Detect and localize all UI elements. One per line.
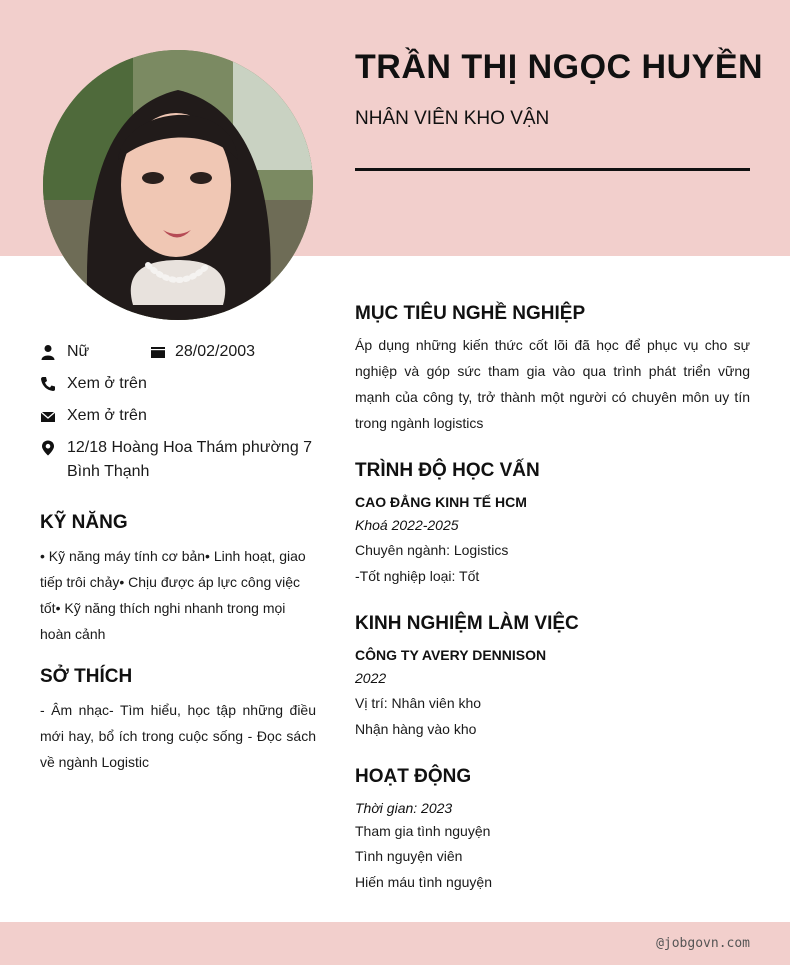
activity-item: Hiến máu tình nguyện	[355, 874, 492, 890]
profile-photo	[43, 50, 313, 320]
education-major: Chuyên ngành: Logistics	[355, 542, 509, 558]
gender-value: Nữ	[67, 343, 90, 360]
experience-year: 2022	[355, 670, 387, 686]
candidate-name: TRẦN THỊ NGỌC HUYỀN	[355, 48, 764, 86]
activity-item: Tình nguyện viên	[355, 848, 463, 864]
skills-heading: KỸ NĂNG	[40, 512, 128, 533]
objective-heading: MỤC TIÊU NGHỀ NGHIỆP	[355, 303, 586, 324]
skills-line: hoàn cảnh	[40, 626, 106, 642]
site-watermark: @jobgovn.com	[656, 936, 750, 951]
phone-icon	[40, 376, 56, 392]
skills-text	[40, 543, 316, 647]
experience-duty: Nhận hàng vào kho	[355, 721, 477, 737]
title-divider	[355, 168, 750, 171]
address-line-2: Bình Thạnh	[67, 463, 150, 480]
skills-line: tốt• Kỹ năng thích nghi nhanh trong mọi	[40, 600, 286, 616]
candidate-job-title: NHÂN VIÊN KHO VẬN	[355, 108, 550, 129]
activities-heading: HOẠT ĐỘNG	[355, 766, 472, 787]
phone-value: Xem ở trên	[67, 375, 147, 392]
objective-text: Áp dụng những kiến thức cốt lõi đã học để phục vụ cho sự nghiệp và góp sức tham gia vào qua trình phát triển vững mạnh của công ty, trở thành một người có chuyên môn uy tín trong ngành logistics	[355, 337, 750, 431]
calendar-icon	[150, 344, 166, 360]
school-name: CAO ĐẲNG KINH TẾ HCM	[355, 494, 527, 510]
skills-line: • Kỹ năng máy tính cơ bản• Linh hoạt, giao	[40, 548, 306, 564]
activities-time: Thời gian: 2023	[355, 800, 453, 816]
hobbies-text: - Âm nhạc- Tìm hiểu, học tập những điều mới hay, bổ ích trong cuộc sống - Đọc sách về ngành Logistic	[40, 702, 316, 770]
email-value: Xem ở trên	[67, 407, 147, 424]
experience-heading: KINH NGHIỆM LÀM VIỆC	[355, 613, 579, 634]
education-grade: -Tốt nghiệp loại: Tốt	[355, 568, 480, 584]
address-line-1: 12/18 Hoàng Hoa Thám phường 7	[67, 439, 313, 456]
education-period: Khoá 2022-2025	[355, 517, 459, 533]
activity-item: Tham gia tình nguyện	[355, 823, 491, 839]
experience-position: Vị trí: Nhân viên kho	[355, 695, 482, 711]
skills-line: tiếp trôi chảy• Chịu được áp lực công việc	[40, 574, 301, 590]
mail-icon	[40, 408, 56, 424]
company-name: CÔNG TY AVERY DENNISON	[355, 647, 547, 663]
hobbies-heading: SỞ THÍCH	[40, 666, 133, 687]
person-icon	[40, 344, 56, 360]
education-heading: TRÌNH ĐỘ HỌC VẤN	[355, 460, 540, 481]
location-pin-icon	[40, 440, 56, 456]
birthday-value: 28/02/2003	[175, 343, 256, 360]
